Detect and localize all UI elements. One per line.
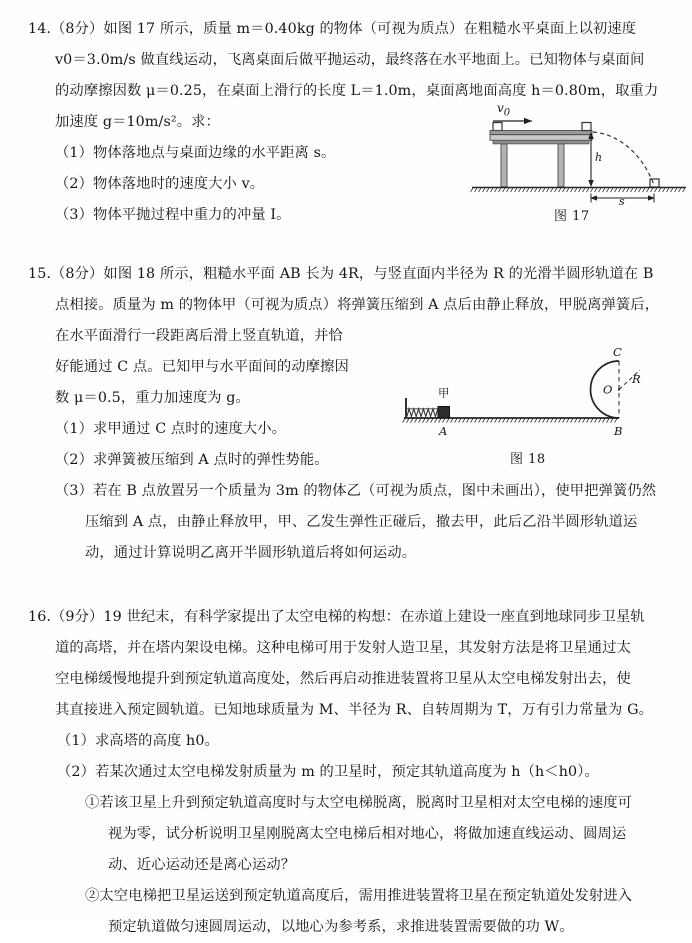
q15-line-10: 动，通过计算说明乙离开半圆形轨道后将如何运动。 [85, 545, 417, 561]
q16-line-5: （1）求高塔的高度 h0。 [57, 733, 219, 749]
q16-line-4: 其直接进入预定圆轨道。已知地球质量为 M、半径为 R、自转周期为 T，万有引力常量为 G。 [55, 702, 654, 718]
q16-line-11: 预定轨道做匀速圆周运动，以地心为参考系，求推进装置需要做的功 W。 [108, 919, 574, 935]
q16-line-6: （2）若某次通过太空电梯发射质量为 m 的卫星时，预定其轨道高度为 h（h＜h0）。 [57, 764, 599, 780]
figure-18-svg [400, 330, 692, 470]
q16-line-7: ①若该卫星上升到预定轨道高度时与太空电梯脱离，脱离时卫星相对太空电梯的速度可 [85, 795, 633, 811]
q16-line-3: 空电梯缓慢地提升到预定轨道高度处，然后再启动推进装置将卫星从太空电梯发射出去，使 [55, 671, 631, 687]
figure-17-caption: 图 17 [554, 209, 590, 224]
q15-line-2: 点相接。质量为 m 的物体甲（可视为质点）将弹簧压缩到 A 点后由静止释放，甲脱离弹簧后， [55, 297, 660, 313]
q16-line-1: 16.（9分）19 世纪末，有科学家提出了太空电梯的构想：在赤道上建设一座直到地球同步卫星轨 [28, 609, 645, 625]
figure-18-block-label: 甲 [438, 386, 450, 400]
svg-text:R: R [632, 372, 641, 386]
q14-line-6: （2）物体落地时的速度大小 v。 [55, 176, 265, 192]
svg-text:C: C [613, 345, 622, 359]
figure-18 [400, 330, 692, 470]
svg-text:A: A [439, 424, 448, 438]
q15-line-8: （3）若在 B 点放置另一个质量为 3m 的物体乙（可视为质点，图中未画出），使甲把弹簧仍然 [55, 483, 657, 499]
svg-text:B: B [614, 424, 623, 438]
svg-text:O: O [603, 382, 613, 397]
svg-text:s: s [619, 195, 625, 208]
q15-line-9: 压缩到 A 点，由静止释放甲，甲、乙发生弹性正碰后，撤去甲，此后乙沿半圆形轨道运 [85, 514, 638, 530]
q14-line-2: v0＝3.0m/s 做直线运动，飞离桌面后做平抛运动，最终落在水平地面上。已知物体与桌面间 [55, 52, 645, 68]
q15-line-6: （1）求甲通过 C 点时的速度大小。 [55, 421, 287, 437]
q15-line-7: （2）求弹簧被压缩到 A 点时的弹性势能。 [55, 452, 329, 468]
q16-line-9: 动、近心运动还是离心运动？ [108, 857, 296, 873]
q14-line-4: 加速度 g＝10m/s²。求： [55, 114, 220, 130]
q16-line-10: ②太空电梯把卫星运送到预定轨道高度后，需用推进装置将卫星在预定轨道处发射进入 [85, 888, 633, 904]
q14-line-5: （1）物体落地点与桌面边缘的水平距离 s。 [55, 145, 336, 161]
question-16 [0, 602, 692, 943]
q14-line-3: 的动摩擦因数 μ＝0.25，在桌面上滑行的长度 L＝1.0m，桌面离地面高度 h＝0.80m，取重力 [55, 83, 659, 99]
q15-line-1: 15.（8分）如图 18 所示，粗糙水平面 AB 长为 4R，与竖直面内半径为 R 的光滑半圆形轨道在 B [28, 266, 654, 282]
figure-17-v0-label: $v_0$ [497, 101, 511, 119]
q15-line-3: 在水平面滑行一段距离后滑上竖直轨道，并恰 [55, 328, 343, 344]
figure-17 [466, 101, 692, 223]
q16-line-2: 道的高塔，并在塔内架设电梯。这种电梯可用于发射人造卫星，其发射方法是将卫星通过太 [55, 640, 631, 656]
q16-line-8: 视为零，试分析说明卫星刚脱离太空电梯后相对地心，将做加速直线运动、圆周运 [108, 826, 627, 842]
q15-line-5: 数 μ＝0.5，重力加速度为 g。 [55, 390, 250, 406]
q14-line-1: 14.（8分）如图 17 所示，质量 m＝0.40kg 的物体（可视为质点）在粗糙水平桌面上以初速度 [28, 21, 637, 37]
svg-text:h: h [595, 151, 603, 164]
q14-line-7: （3）物体平抛过程中重力的冲量 I。 [55, 207, 291, 223]
q15-line-4: 好能通过 C 点。已知甲与水平面间的动摩擦因 [55, 359, 349, 375]
figure-18-caption: 图 18 [510, 452, 546, 467]
